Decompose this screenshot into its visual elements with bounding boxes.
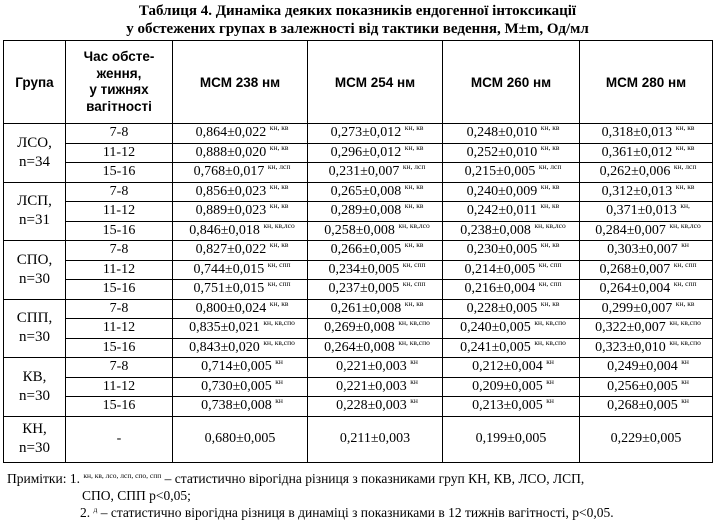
value-cell: 0,299±0,007 $^{кн, кв}$	[580, 299, 713, 319]
footnotes	[7, 470, 712, 521]
group-name: СПП, n=30	[4, 299, 66, 358]
value-cell: 0,714±0,005 $^{кн}$	[173, 358, 308, 378]
significance-marker: кн, кв	[540, 298, 560, 308]
table-row	[4, 299, 713, 319]
note-2-superscript: д	[93, 505, 98, 514]
significance-marker: кн, лсп	[267, 162, 291, 172]
significance-marker: кн	[681, 376, 689, 386]
significance-marker: кн, кв	[269, 298, 289, 308]
table-row	[4, 260, 713, 280]
header-group: Група	[4, 41, 66, 124]
value-cell: 0,256±0,005 $^{кн}$	[580, 377, 713, 397]
value-cell: 0,238±0,008 $^{кн, кв,лсо}$	[443, 221, 580, 241]
table-row	[4, 163, 713, 183]
value-cell: 0,284±0,007 $^{кн, кв,лсо}$	[580, 221, 713, 241]
week-cell: 7-8	[66, 182, 173, 202]
week-cell: 11-12	[66, 143, 173, 163]
header-row	[4, 41, 713, 124]
value-cell: 0,241±0,005 $^{кн, кв,спо}$	[443, 338, 580, 358]
header-week: Час обсте- ження, у тижнях вагітності	[66, 41, 173, 124]
value-cell: 0,744±0,015 $^{кн, спп}$	[173, 260, 308, 280]
significance-marker: кн, кв,спо	[263, 318, 295, 328]
value-cell: 0,261±0,008 $^{кн, кв}$	[308, 299, 443, 319]
table-row	[4, 358, 713, 378]
value-cell: 0,228±0,003 $^{кн}$	[308, 397, 443, 417]
value-cell: 0,262±0,006 $^{кн, лсп}$	[580, 163, 713, 183]
value-cell: 0,213±0,005 $^{кн}$	[443, 397, 580, 417]
table-row	[4, 241, 713, 261]
value-cell: 0,240±0,009 $^{кн, кв}$	[443, 182, 580, 202]
value-cell: 0,237±0,005 $^{кн, спп}$	[308, 280, 443, 300]
significance-marker: кн	[681, 357, 689, 367]
title-line-1: Таблиця 4. Динаміка деяких показників ендогенної інтоксикації	[138, 3, 577, 19]
note-2: 2. $^д$ – статистично вірогідна різниця в динаміці з показниками в 12 тижнів вагітності, р<0,05.	[80, 505, 614, 520]
significance-marker: кн, кв	[269, 181, 289, 191]
table-body	[4, 124, 713, 463]
significance-marker: кн	[546, 357, 554, 367]
table-row	[4, 182, 713, 202]
week-cell: -	[66, 416, 173, 462]
value-cell: 0,215±0,005 $^{кн, лсп}$	[443, 163, 580, 183]
significance-marker: кн, кв	[269, 142, 289, 152]
week-cell: 7-8	[66, 299, 173, 319]
value-cell: 0,231±0,007 $^{кн, лсп}$	[308, 163, 443, 183]
value-cell: 0,864±0,022 $^{кн, кв}$	[173, 124, 308, 144]
value-cell: 0,229±0,005	[580, 416, 713, 462]
week-cell: 15-16	[66, 163, 173, 183]
significance-marker: кн, кв	[269, 123, 289, 133]
significance-marker: кн, кв,спо	[263, 337, 295, 347]
week-cell: 15-16	[66, 280, 173, 300]
significance-marker: кн, спп	[267, 259, 291, 269]
table-row-kn	[4, 416, 713, 462]
significance-marker: кн, кв,спо	[398, 337, 430, 347]
significance-marker: кн, кв,спо	[669, 318, 701, 328]
data-table	[3, 40, 713, 463]
value-cell: 0,242±0,011 $^{кн, кв}$	[443, 202, 580, 222]
week-cell: 15-16	[66, 338, 173, 358]
value-cell: 0,361±0,012 $^{кн, кв}$	[580, 143, 713, 163]
value-cell: 0,266±0,005 $^{кн, кв}$	[308, 241, 443, 261]
week-cell: 7-8	[66, 241, 173, 261]
value-cell: 0,856±0,023 $^{кн, кв}$	[173, 182, 308, 202]
value-cell: 0,212±0,004 $^{кн}$	[443, 358, 580, 378]
value-cell: 0,800±0,024 $^{кн, кв}$	[173, 299, 308, 319]
significance-marker: кн, кв,лсо	[263, 220, 295, 230]
significance-marker: кн	[275, 376, 283, 386]
value-cell: 0,322±0,007 $^{кн, кв,спо}$	[580, 319, 713, 339]
value-cell: 0,199±0,005	[443, 416, 580, 462]
significance-marker: кн, кв	[540, 142, 560, 152]
significance-marker: кн, спп	[402, 279, 426, 289]
value-cell: 0,211±0,003	[308, 416, 443, 462]
week-cell: 11-12	[66, 260, 173, 280]
value-cell: 0,248±0,010 $^{кн, кв}$	[443, 124, 580, 144]
significance-marker: кн, кв,спо	[669, 337, 701, 347]
value-cell: 0,888±0,020 $^{кн, кв}$	[173, 143, 308, 163]
significance-marker: кн, кв	[404, 123, 424, 133]
significance-marker: кн	[410, 376, 418, 386]
value-cell: 0,214±0,005 $^{кн, спп}$	[443, 260, 580, 280]
value-cell: 0,252±0,010 $^{кн, кв}$	[443, 143, 580, 163]
significance-marker: кн, кв	[404, 181, 424, 191]
group-name: СПО, n=30	[4, 241, 66, 300]
header-msm260: МСМ 260 нм	[443, 41, 580, 124]
table-row	[4, 319, 713, 339]
value-cell: 0,751±0,015 $^{кн, спп}$	[173, 280, 308, 300]
significance-marker: кн, кв	[404, 201, 424, 211]
significance-marker: кн, лсп	[538, 162, 562, 172]
value-cell: 0,289±0,008 $^{кн, кв}$	[308, 202, 443, 222]
table-title	[0, 2, 715, 38]
significance-marker: кн, кв,спо	[534, 318, 566, 328]
table-row	[4, 143, 713, 163]
significance-marker: кн	[275, 357, 283, 367]
value-cell: 0,240±0,005 $^{кн, кв,спо}$	[443, 319, 580, 339]
value-cell: 0,835±0,021 $^{кн, кв,спо}$	[173, 319, 308, 339]
significance-marker: кн, спп	[538, 259, 562, 269]
significance-marker: кн, кв,лсо	[534, 220, 566, 230]
significance-marker: кн, кв	[675, 123, 695, 133]
significance-marker: кн, спп	[538, 279, 562, 289]
value-cell: 0,249±0,004 $^{кн}$	[580, 358, 713, 378]
table-row	[4, 221, 713, 241]
value-cell: 0,258±0,008 $^{кн, кв,лсо}$	[308, 221, 443, 241]
header-msm238: МСМ 238 нм	[173, 41, 308, 124]
significance-marker: кн	[410, 396, 418, 406]
value-cell: 0,209±0,005 $^{кн}$	[443, 377, 580, 397]
significance-marker: кн, кв	[540, 123, 560, 133]
significance-marker: кн,	[680, 201, 690, 211]
value-cell: 0,265±0,008 $^{кн, кв}$	[308, 182, 443, 202]
significance-marker: кн, кв,спо	[534, 337, 566, 347]
week-cell: 15-16	[66, 397, 173, 417]
value-cell: 0,318±0,013 $^{кн, кв}$	[580, 124, 713, 144]
value-cell: 0,312±0,013 $^{кн, кв}$	[580, 182, 713, 202]
significance-marker: кн, кв	[675, 142, 695, 152]
value-cell: 0,846±0,018 $^{кн, кв,лсо}$	[173, 221, 308, 241]
significance-marker: кн, кв	[404, 240, 424, 250]
significance-marker: кн, спп	[673, 259, 697, 269]
significance-marker: кн, кв	[540, 181, 560, 191]
significance-marker: кн, кв	[540, 201, 560, 211]
week-cell: 11-12	[66, 377, 173, 397]
week-cell: 11-12	[66, 319, 173, 339]
significance-marker: кн, кв	[269, 201, 289, 211]
table-row	[4, 124, 713, 144]
value-cell: 0,264±0,004 $^{кн, спп}$	[580, 280, 713, 300]
value-cell: 0,738±0,008 $^{кн}$	[173, 397, 308, 417]
note-1: Примітки: 1. $^{кн, кв, лсо, лсп, спо, спп}$ – статистично вірогідна різниця з показниками груп КН, КВ, ЛСО, ЛСП,	[7, 471, 585, 486]
significance-marker: кн, лсп	[673, 162, 697, 172]
value-cell: 0,269±0,008 $^{кн, кв,спо}$	[308, 319, 443, 339]
significance-marker: кн, кв	[404, 298, 424, 308]
value-cell: 0,234±0,005 $^{кн, спп}$	[308, 260, 443, 280]
table-row	[4, 377, 713, 397]
value-cell: 0,827±0,022 $^{кн, кв}$	[173, 241, 308, 261]
header-msm280: МСМ 280 нм	[580, 41, 713, 124]
significance-marker: кн, кв	[675, 298, 695, 308]
significance-marker: кн, спп	[267, 279, 291, 289]
significance-marker: кн, кв	[404, 142, 424, 152]
value-cell: 0,303±0,007 $^{кн}$	[580, 241, 713, 261]
significance-marker: кн, лсп	[402, 162, 426, 172]
header-msm254: МСМ 254 нм	[308, 41, 443, 124]
value-cell: 0,268±0,005 $^{кн}$	[580, 397, 713, 417]
value-cell: 0,264±0,008 $^{кн, кв,спо}$	[308, 338, 443, 358]
group-name: ЛСП, n=31	[4, 182, 66, 241]
value-cell: 0,323±0,010 $^{кн, кв,спо}$	[580, 338, 713, 358]
value-cell: 0,371±0,013 $^{кн,}$	[580, 202, 713, 222]
group-name: КВ, n=30	[4, 358, 66, 417]
significance-marker: кн	[681, 240, 689, 250]
value-cell: 0,843±0,020 $^{кн, кв,спо}$	[173, 338, 308, 358]
note-1-superscript: кн, кв, лсо, лсп, спо, спп	[83, 471, 162, 480]
significance-marker: кн	[681, 396, 689, 406]
significance-marker: кн	[546, 376, 554, 386]
table-row	[4, 280, 713, 300]
table-row	[4, 202, 713, 222]
value-cell: 0,889±0,023 $^{кн, кв}$	[173, 202, 308, 222]
table-row	[4, 397, 713, 417]
value-cell: 0,268±0,007 $^{кн, спп}$	[580, 260, 713, 280]
table-row	[4, 338, 713, 358]
value-cell: 0,230±0,005 $^{кн, кв}$	[443, 241, 580, 261]
significance-marker: кн	[546, 396, 554, 406]
significance-marker: кн, кв,лсо	[398, 220, 430, 230]
significance-marker: кн	[410, 357, 418, 367]
title-line-2: у обстежених групах в залежності від тактики ведення, M±m, Од/мл	[126, 21, 589, 37]
significance-marker: кн, спп	[673, 279, 697, 289]
week-cell: 11-12	[66, 202, 173, 222]
week-cell: 7-8	[66, 124, 173, 144]
significance-marker: кн, кв	[269, 240, 289, 250]
significance-marker: кн	[275, 396, 283, 406]
significance-marker: кн, кв	[540, 240, 560, 250]
value-cell: 0,221±0,003 $^{кн}$	[308, 377, 443, 397]
value-cell: 0,768±0,017 $^{кн, лсп}$	[173, 163, 308, 183]
significance-marker: кн, кв,спо	[398, 318, 430, 328]
significance-marker: кн, кв	[675, 181, 695, 191]
value-cell: 0,228±0,005 $^{кн, кв}$	[443, 299, 580, 319]
week-cell: 15-16	[66, 221, 173, 241]
value-cell: 0,273±0,012 $^{кн, кв}$	[308, 124, 443, 144]
value-cell: 0,216±0,004 $^{кн, спп}$	[443, 280, 580, 300]
note-1-continuation: СПО, СПП р<0,05;	[82, 488, 191, 503]
week-cell: 7-8	[66, 358, 173, 378]
group-name: ЛСО, n=34	[4, 124, 66, 183]
value-cell: 0,680±0,005	[173, 416, 308, 462]
value-cell: 0,221±0,003 $^{кн}$	[308, 358, 443, 378]
value-cell: 0,296±0,012 $^{кн, кв}$	[308, 143, 443, 163]
group-name: КН, n=30	[4, 416, 66, 462]
significance-marker: кн, кв,лсо	[669, 220, 701, 230]
value-cell: 0,730±0,005 $^{кн}$	[173, 377, 308, 397]
significance-marker: кн, спп	[402, 259, 426, 269]
